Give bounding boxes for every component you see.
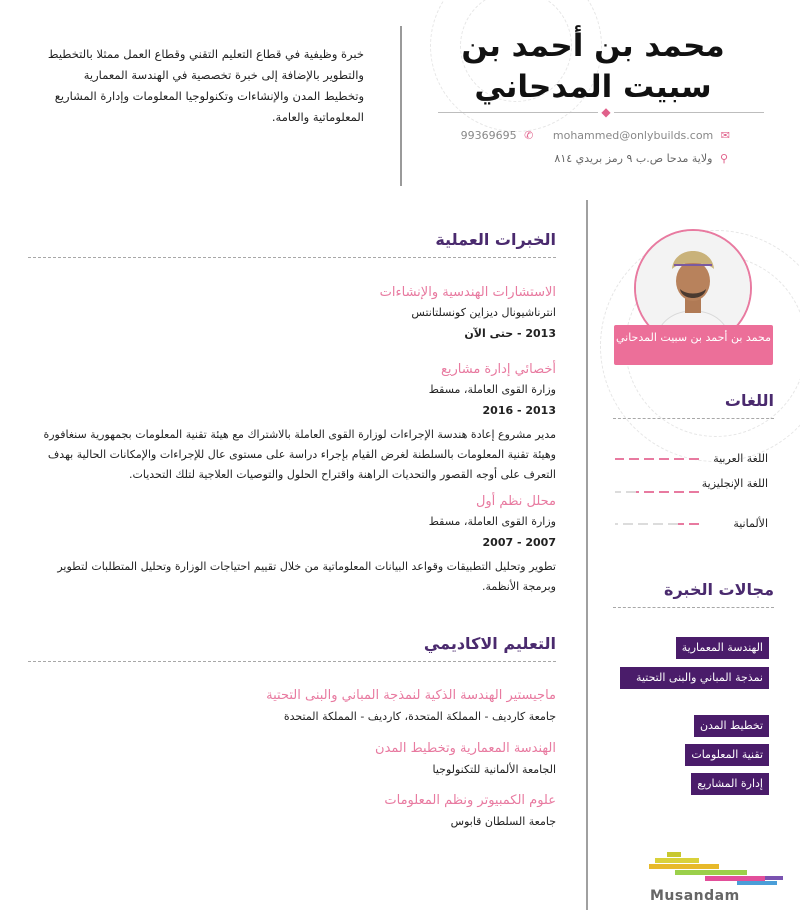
header-divider [400,26,402,186]
footer-logo-text: Musandam [650,888,740,904]
address-row [554,152,728,165]
skills-section-title: مجالات الخبرة [664,580,774,599]
language-level-bar [615,523,699,525]
language-name: اللغة العربية [713,452,768,465]
language-level-remainder [615,523,678,525]
skill-tag: نمذجة المباني والبنى التحتية [620,667,769,689]
job-period: 2013 - 2016 [482,404,556,417]
skill-tag: الهندسة المعمارية [676,637,769,659]
sidebar-name-box: محمد بن أحمد بن سبيت المدحاني [614,325,773,365]
language-level-bar [615,491,699,493]
skill-tag: تخطيط المدن [694,715,769,737]
job-org: وزارة القوى العاملة، مسقط [428,383,556,396]
degree-school: جامعة كارديف - المملكة المتحدة، كارديف - المملكة المتحدة [283,710,556,723]
degree-title: علوم الكمبيوتر ونظم المعلومات [384,793,556,808]
location-pin-icon: ⚲ [719,152,728,165]
degree-title: الهندسة المعمارية وتخطيط المدن [375,741,556,756]
column-divider [586,200,588,910]
skill-tag: إدارة المشاريع [691,773,769,795]
address-value: ولاية مدحا ص.ب ٩ رمز بريدي ٨١٤ [554,152,713,165]
section-divider [28,257,556,258]
section-divider [28,661,556,662]
job-period: 2007 - 2007 [482,536,556,549]
mail-icon: ✉ [720,129,730,142]
language-level-bar [615,458,699,460]
language-name: الألمانية [733,517,768,530]
degree-title: ماجيستير الهندسة الذكية لنمذجة المباني والبنى التحتية [266,688,556,703]
phone-value[interactable]: 99369695 [460,129,517,142]
job-description: تطوير وتحليل التطبيقات وقواعد البيانات المعلوماتية من خلال تقييم احتياجات الوزارة وتحليل المتطلبات لتطوير وبرمجة الأنظمة. [57,560,556,593]
degree-school: جامعة السلطان قابوس [450,815,556,828]
skill-tag: تقنية المعلومات [685,744,769,766]
phone-icon: ✆ [524,129,534,142]
education-section-title: التعليم الاكاديمي [423,634,556,653]
profile-summary: خبرة وظيفية في قطاع التعليم التقني وقطاع العمل ممثلا بالتخطيط والتطوير بالإضافة إلى خبرة تخصصية في الهندسة المعمارية وتخطيط المدن والإنشاءات وتكنولوجيا المعلومات وإدارة المشاريع المعلوماتية والعامة. [47,47,364,124]
page-title: محمد بن أحمد بن سبيت المدحاني [461,28,725,105]
job-org: وزارة القوى العاملة، مسقط [428,515,556,528]
language-name: اللغة الإنجليزية [701,477,768,490]
experience-section-title: الخبرات العملية [435,230,556,249]
section-divider [613,607,774,608]
degree-school: الجامعة الألمانية للتكنولوجيا [432,763,556,776]
section-divider [613,418,774,419]
diamond-icon: ◆ [598,106,614,118]
job-title: الاستشارات الهندسية والإنشاءات [379,285,556,300]
email-value[interactable]: mohammed@onlybuilds.com [552,129,714,142]
job-title: أخصائي إدارة مشاريع [440,362,556,377]
languages-section-title: اللغات [724,391,774,410]
contact-row [461,129,730,142]
job-description: مدير مشروع إعادة هندسة الإجراءات لوزارة القوى العاملة بالاشتراك مع هيئة تقنية المعلومات بجمهورية سنغافورة وهيئة تقنية المعلومات بالسلطنة لغرض القيام بإجراء دراسة على مستوى عال للإجراءات والإمكانات الحالية بهدف التعرف على أوجه القصور والتحديات الراهنة واقتراح الحلول والتوصيات العلاجية لتلك التحديات. [43,428,556,481]
job-title: محلل نظم أول [475,494,556,509]
language-level-remainder [615,491,636,493]
job-period: 2013 - حتى الآن [464,327,556,340]
musandam-logo-graphic [645,848,795,890]
job-org: انترناشيونال ديزاين كونسلتانتس [411,306,556,319]
